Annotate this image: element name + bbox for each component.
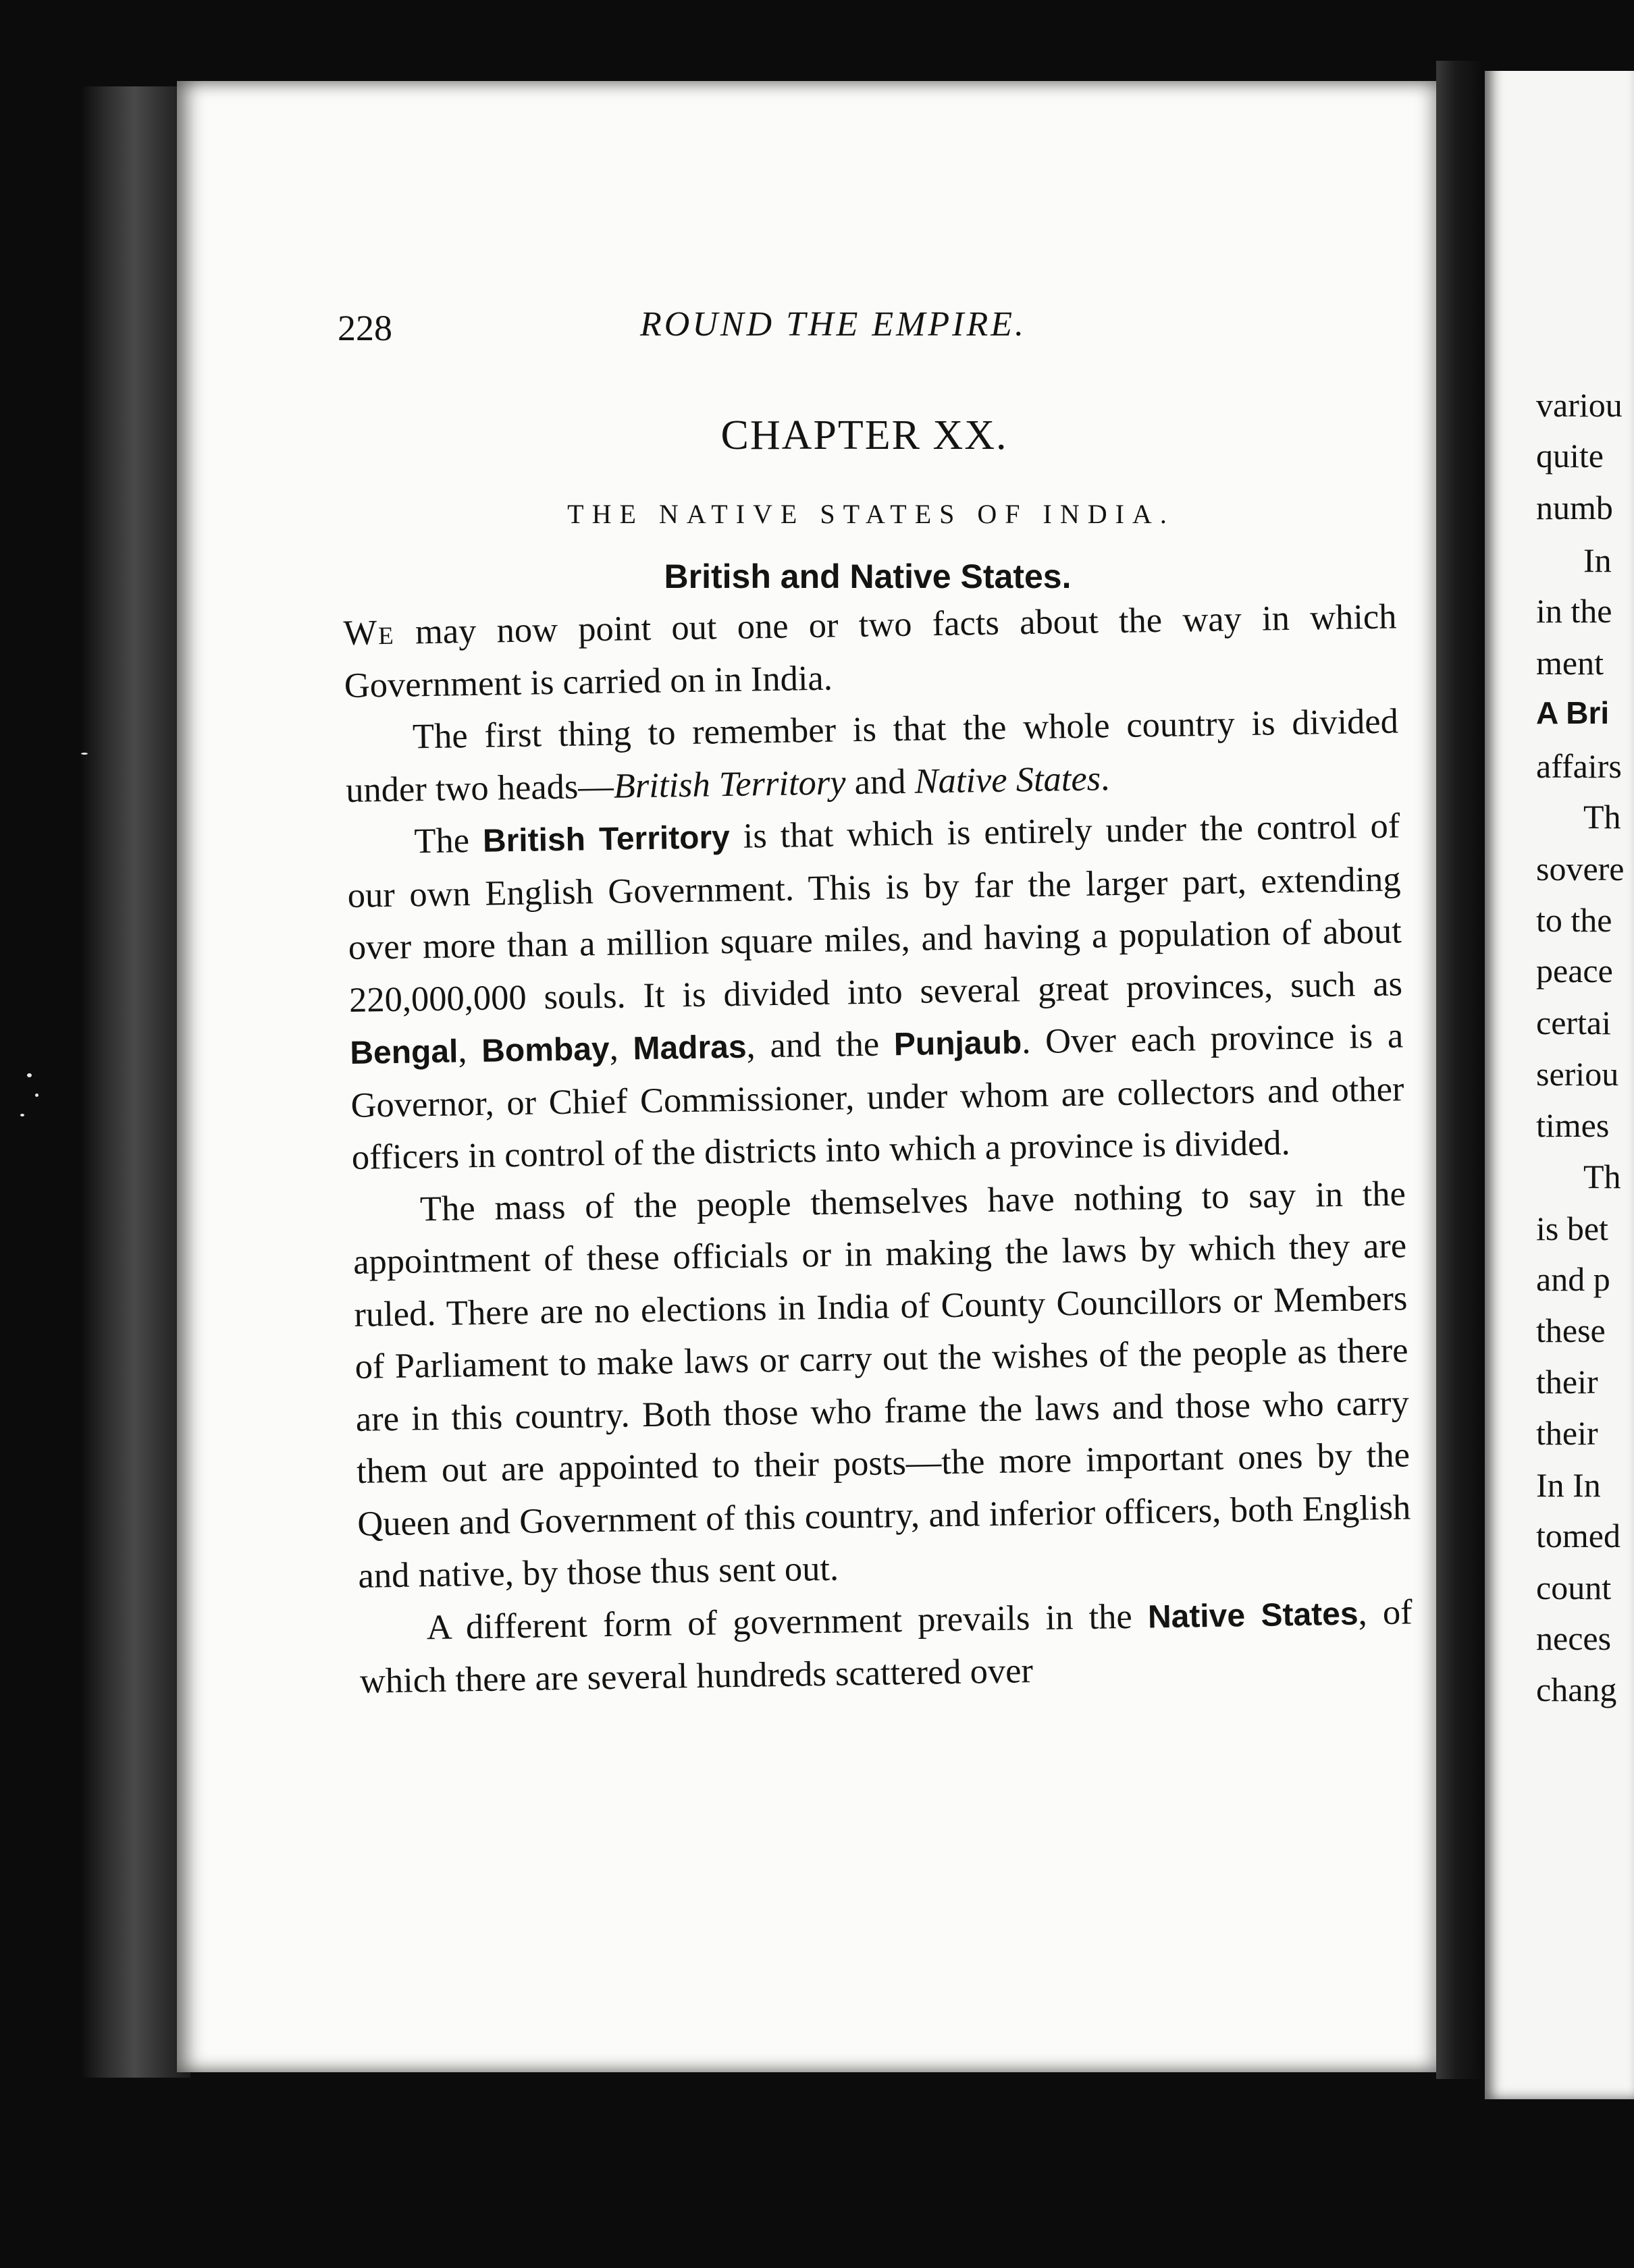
scan-speck [35, 1094, 38, 1097]
page-top-edge [1485, 0, 1634, 71]
scan-speck [20, 1114, 24, 1116]
paragraph-text: , [457, 1030, 482, 1071]
next-page-line: in the [1536, 592, 1612, 630]
paragraph-text: , [609, 1028, 633, 1068]
page-number: 228 [338, 308, 392, 348]
next-page-line: their [1536, 1414, 1598, 1452]
next-page-line: A Bri [1536, 695, 1610, 730]
bold-term: Native States [1147, 1596, 1359, 1635]
province-name: Bengal [349, 1033, 458, 1071]
next-page-line: variou [1536, 386, 1623, 424]
next-page-line: these [1536, 1312, 1606, 1349]
next-page-line: is bet [1536, 1210, 1608, 1247]
paragraph-text: . [1100, 758, 1110, 798]
scan-speck [81, 753, 88, 755]
scan-speck [27, 1073, 32, 1077]
section-heading: British and Native States. [664, 558, 1072, 595]
province-name: Punjaub [893, 1025, 1022, 1063]
drop-lead-word: We [343, 612, 396, 653]
next-page-line: quite [1536, 437, 1604, 475]
next-page-line: count [1536, 1569, 1612, 1606]
chapter-subtitle: THE NATIVE STATES OF INDIA. [567, 499, 1175, 529]
book-page-right-partial [1485, 0, 1634, 2099]
next-page-line: times [1536, 1106, 1610, 1144]
next-page-line: certai [1536, 1004, 1612, 1042]
running-title: ROUND THE EMPIRE. [640, 305, 1027, 344]
next-page-line: and p [1536, 1260, 1610, 1298]
page-gutter [1436, 61, 1485, 2079]
paragraph-text: is that which is entirely under the control of our own English Government. This is by far the larger part, extending over more than a million square miles, and having a population of about 220,000,000 souls. It is divided into several great provinces, such as [347, 806, 1403, 1020]
paragraph-text: and [845, 761, 916, 802]
next-page-line: affairs [1536, 747, 1622, 785]
paragraph-text: A different form of government prevails in the [426, 1596, 1149, 1647]
chapter-title: CHAPTER XX. [720, 412, 1008, 458]
body-text [343, 591, 1413, 1708]
paragraph-text: , of which there are several hundreds scattered over [359, 1592, 1413, 1701]
paragraph-5 [359, 1586, 1413, 1708]
next-page-line: tomed [1536, 1517, 1620, 1555]
paragraph-text: The mass of the people themselves have nothing to say in the appointment of these officials or in making the laws by which they are ruled. There are no elections in India of County Councillors or Members of Parliament to make laws or carry out the wishes of the people as there are in this country. Both those who frame the laws and those who carry them out are appointed to their posts—the more important ones by the Queen and Government of this country, and inferior officers, both English and native, by those thus sent out. [352, 1173, 1411, 1596]
next-page-line: In [1583, 541, 1612, 579]
paragraph-3 [346, 800, 1405, 1184]
paragraph-text: The [413, 820, 483, 861]
next-page-line: chang [1536, 1671, 1617, 1708]
paragraph-text: The first thing to remember is that the whole country is divided under two heads— [345, 701, 1399, 810]
next-page-line: their [1536, 1363, 1598, 1401]
next-page-line: to the [1536, 901, 1612, 939]
running-header [338, 307, 1391, 354]
next-page-line: Th [1583, 798, 1621, 836]
paragraph-text: , and the [746, 1024, 895, 1066]
province-name: Madras [633, 1029, 747, 1067]
book-binding-shadow [82, 86, 190, 2078]
paragraph-2 [344, 695, 1399, 816]
bold-term: British Territory [482, 819, 731, 859]
paragraph-4 [352, 1168, 1412, 1602]
paragraph-text: . Over each province is a Governor, or Chief Commissioner, under whom are collectors and other officers in control of the districts into which a province is divided. [350, 1016, 1404, 1177]
paragraph-1 [343, 591, 1398, 711]
paragraph-text: may now point out one or two facts about the way in which Government is carried on in India. [344, 597, 1397, 705]
italic-term: British Territory [613, 762, 846, 806]
next-page-line: neces [1536, 1619, 1612, 1657]
next-page-line: ment [1536, 644, 1604, 682]
next-page-line: peace [1536, 952, 1613, 990]
next-page-line: numb [1536, 489, 1613, 526]
italic-term: Native States [914, 758, 1101, 801]
next-page-line: sovere [1536, 850, 1625, 888]
next-page-line: Th [1583, 1158, 1621, 1195]
next-page-line: seriou [1536, 1055, 1619, 1093]
next-page-line: In In [1536, 1466, 1601, 1504]
province-name: Bombay [481, 1031, 610, 1069]
